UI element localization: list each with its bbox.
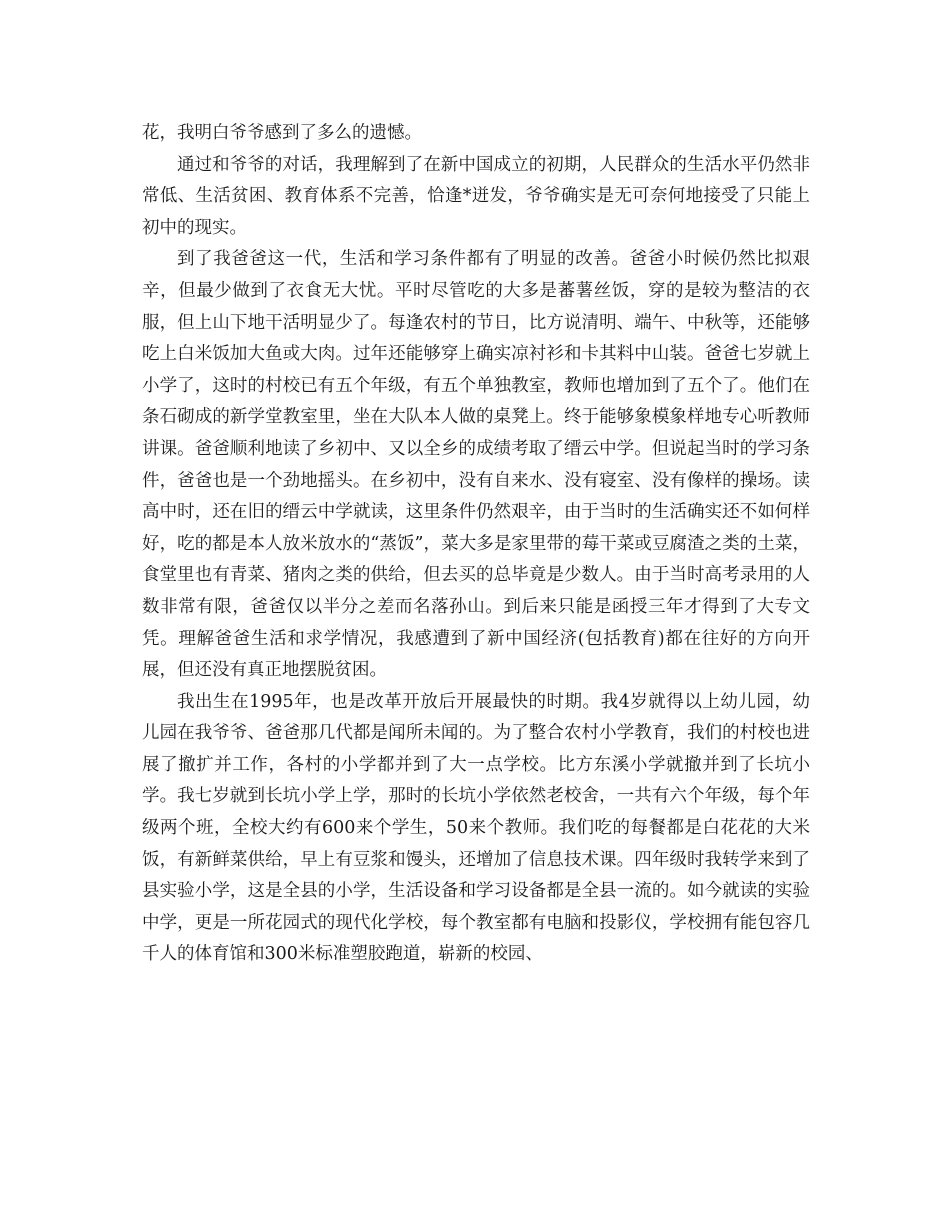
paragraph-1: 花，我明白爷爷感到了多么的遗憾。 [142, 123, 422, 143]
paragraph-3: 到了我爸爸这一代，生活和学习条件都有了明显的改善。爸爸小时候仍然比拟艰辛，但最少做到了衣食无大忧。平时尽管吃的大多是蕃薯丝饭，穿的是较为整洁的衣服，但上山下地干活明显少了。每逢农村的节日，比方说清明、端午、中秋等，还能够吃上白米饭加大鱼或大肉。过年还能够穿上确实凉衬衫和卡其料中山装。爸爸七岁就上小学了，这时的村校已有五个年级，有五个单独教室，教师也增加到了五个了。他们在条石砌成的新学堂教室里，坐在大队本人做的桌凳上。终于能够象模象样地专心听教师讲课。爸爸顺利地读了乡初中、又以全乡的成绩考取了缙云中学。但说起当时的学习条件，爸爸也是一个劲地摇头。在乡初中，没有自来水、没有寝室、没有像样的操场。读高中时，还在旧的缙云中学就读，这里条件仍然艰辛，由于当时的生活确实还不如何样好，吃的都是本人放米放水的“蒸饭”，菜大多是家里带的莓干菜或豆腐渣之类的土菜，食堂里也有青菜、猪肉之类的供给，但去买的总毕竟是少数人。由于当时高考录用的人数非常有限，爸爸仅以半分之差而名落孙山。到后来只能是函授三年才得到了大专文凭。理解爸爸生活和求学情况，我感遭到了新中国经济(包括教育)都在往好的方向开展，但还没有真正地摆脱贫困。 [142, 249, 810, 681]
document-body [142, 118, 810, 971]
paragraph-2: 通过和爷爷的对话，我理解到了在新中国成立的初期，人民群众的生活水平仍然非常低、生活贫困、教育体系不完善，恰逢*迸发，爷爷确实是无可奈何地接受了只能上初中的现实。 [142, 154, 810, 238]
paragraph-4: 我出生在1995年，也是改革开放后开展最快的时期。我4岁就得以上幼儿园，幼儿园在我爷爷、爸爸那几代都是闻所未闻的。为了整合农村小学教育，我们的村校也进展了撤扩并工作，各村的小学都并到了大一点学校。比方东溪小学就撤并到了长坑小学。我七岁就到长坑小学上学，那时的长坑小学依然老校舍，一共有六个年级，每个年级两个班，全校大约有600来个学生，50来个教师。我们吃的每餐都是白花花的大米饭，有新鲜菜供给，早上有豆浆和馒头，还增加了信息技术课。四年级时我转学来到了县实验小学，这是全县的小学，生活设备和学习设备都是全县一流的。如今就读的实验中学，更是一所花园式的现代化学校，每个教室都有电脑和投影仪，学校拥有能包容几千人的体育馆和300米标准塑胶跑道，崭新的校园、 [142, 691, 810, 965]
